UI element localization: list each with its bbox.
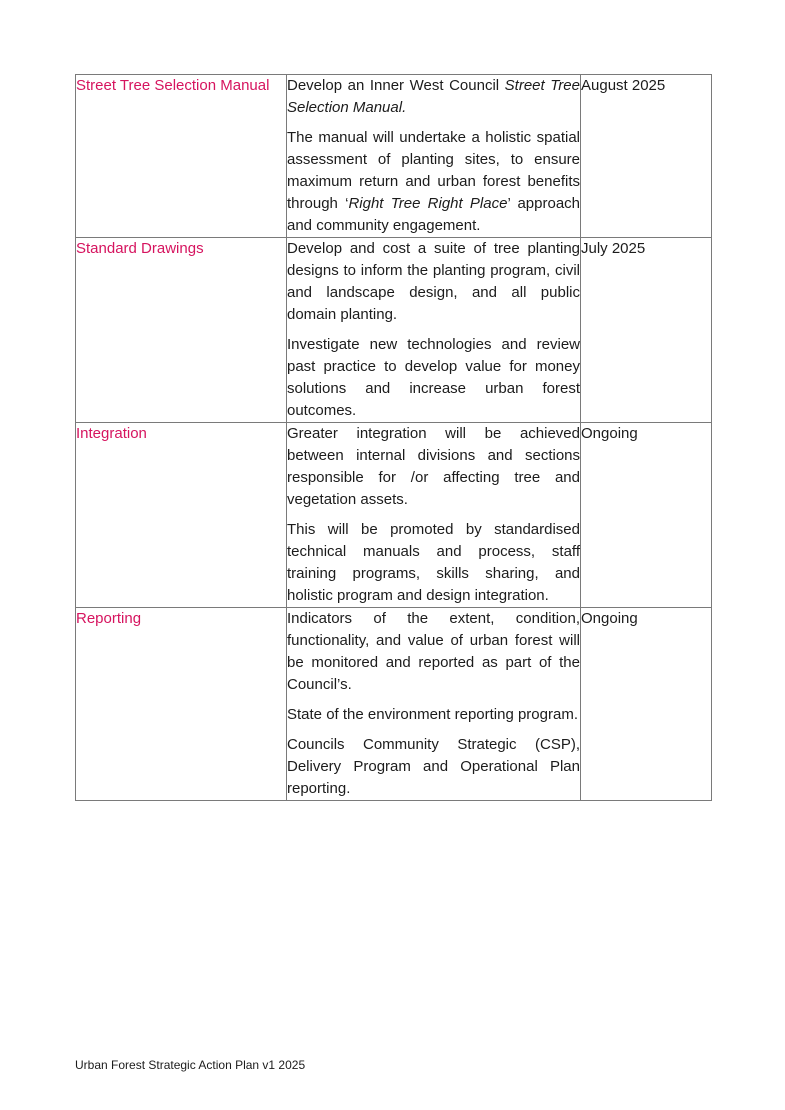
action-date-cell xyxy=(581,75,712,238)
text-segment: Investigate new technologies and review past practice to develop value for money solutions and increase urban forest outcomes. xyxy=(287,336,580,419)
description-paragraph xyxy=(287,704,580,726)
action-description-cell xyxy=(287,608,581,801)
action-label: Reporting xyxy=(76,610,142,627)
action-date-cell xyxy=(581,423,712,608)
action-date: Ongoing xyxy=(581,610,638,627)
action-label-cell xyxy=(76,238,287,423)
text-segment: Indicators of the extent, condition, functionality, and value of urban forest will be monitored and reported as part of the Council’s. xyxy=(287,610,580,693)
action-date-cell xyxy=(581,238,712,423)
action-description-cell xyxy=(287,75,581,238)
description-paragraph xyxy=(287,519,580,607)
action-label: Street Tree Selection Manual xyxy=(76,77,270,94)
action-description-cell xyxy=(287,423,581,608)
description-paragraph xyxy=(287,238,580,326)
action-label: Integration xyxy=(76,425,147,442)
table-row xyxy=(76,423,712,608)
action-date: July 2025 xyxy=(581,240,646,257)
text-segment: The manual will undertake a holistic spatial assessment of planting sites, to ensure maximum return and urban forest benefits through ‘ xyxy=(287,129,580,212)
action-date: Ongoing xyxy=(581,425,638,442)
text-segment: ’ approach and community engagement. xyxy=(287,195,581,234)
action-label-cell xyxy=(76,608,287,801)
action-date: August 2025 xyxy=(581,77,666,94)
action-table-body xyxy=(76,75,712,801)
text-segment: Councils Community Strategic (CSP), Delivery Program and Operational Plan reporting. xyxy=(287,736,580,797)
table-row xyxy=(76,238,712,423)
description-paragraph xyxy=(287,334,580,422)
description-paragraph xyxy=(287,75,580,119)
description-paragraph xyxy=(287,127,580,237)
action-label-cell xyxy=(76,423,287,608)
description-paragraph xyxy=(287,734,580,800)
text-segment: Greater integration will be achieved between internal divisions and sections responsible for /or affecting tree and vegetation assets. xyxy=(287,425,580,508)
text-segment: State of the environment reporting program. xyxy=(287,706,578,723)
page-footer: Urban Forest Strategic Action Plan v1 2025 xyxy=(75,1058,306,1072)
italic-text: Right Tree Right Place xyxy=(348,195,508,212)
table-row xyxy=(76,608,712,801)
action-description-cell xyxy=(287,238,581,423)
text-segment: Develop an Inner West Council xyxy=(287,77,505,94)
text-segment: Develop and cost a suite of tree planting designs to inform the planting program, civil and landscape design, and all public domain planting. xyxy=(287,240,580,323)
italic-text: Street Tree Selection Manual. xyxy=(287,77,580,116)
description-paragraph xyxy=(287,423,580,511)
table-row xyxy=(76,75,712,238)
action-table xyxy=(75,74,712,801)
action-date-cell xyxy=(581,608,712,801)
text-segment: This will be promoted by standardised technical manuals and process, staff training programs, skills sharing, and holistic program and design integration. xyxy=(287,521,580,604)
action-label: Standard Drawings xyxy=(76,240,204,257)
action-label-cell xyxy=(76,75,287,238)
description-paragraph xyxy=(287,608,580,696)
